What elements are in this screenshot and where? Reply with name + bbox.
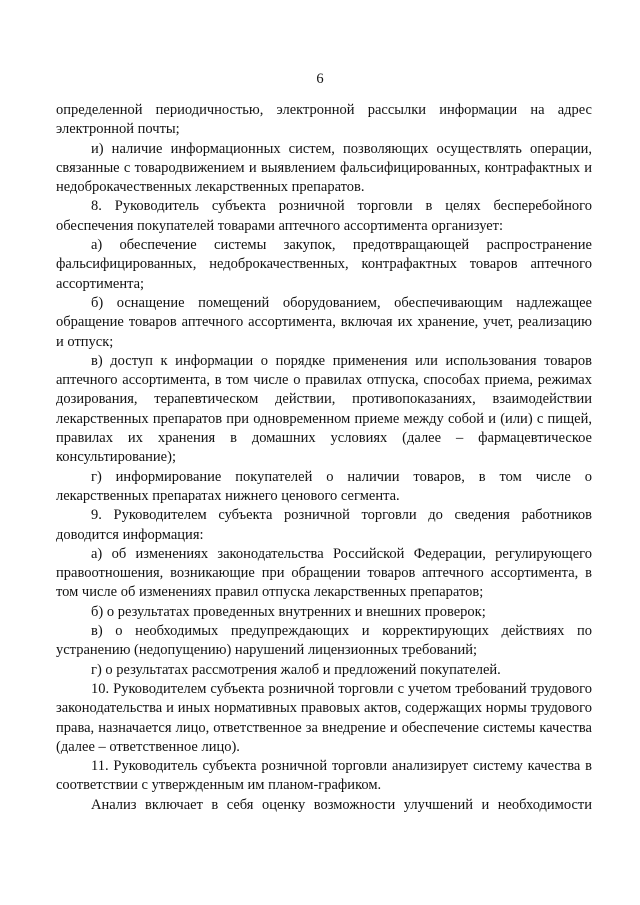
document-body [56, 101, 592, 815]
paragraph-clause-9-item-a: а) об изменениях законодательства Российской Федерации, регулирующего правоотношения, возникающие при обращении товаров аптечного ассортимента, в том числе об изменениях правил отпуска лекарственных препаратов; [56, 545, 592, 601]
paragraph-item-i: и) наличие информационных систем, позволяющих осуществлять операции, связанные с товародвижением и выявлением фальсифицированных, контрафактных и недоброкачественных лекарственных препаратов. [56, 140, 592, 196]
paragraph-clause-9-item-v: в) о необходимых предупреждающих и корректирующих действиях по устранению (недопущению) нарушений лицензионных требований; [56, 623, 592, 659]
paragraph-clause-8-item-g: г) информирование покупателей о наличии товаров, в том числе о лекарственных препаратах нижнего ценового сегмента. [56, 468, 592, 504]
paragraph-clause-9-item-b: б) о результатах проведенных внутренних и внешних проверок; [91, 603, 486, 620]
paragraph-analysis: Анализ включает в себя оценку возможности улучшений и необходимости [91, 796, 592, 813]
paragraph-clause-11: 11. Руководитель субъекта розничной торговли анализирует систему качества в соответствии с утвержденным им планом-графиком. [56, 758, 592, 794]
page-number: 6 [316, 71, 324, 87]
paragraph-clause-8-item-a: а) обеспечение системы закупок, предотвращающей распространение фальсифицированных, недоброкачественных, контрафактных товаров аптечного ассортимента; [56, 237, 592, 292]
paragraph-clause-8: 8. Руководитель субъекта розничной торговли в целях бесперебойного обеспечения покупателей товарами аптечного ассортимента организует: [56, 198, 592, 234]
paragraph-continued: определенной периодичностью, электронной рассылки информации на адрес электронной почты; [56, 102, 592, 138]
paragraph-clause-9: 9. Руководителем субъекта розничной торговли до сведения работников доводится информация: [56, 507, 592, 543]
paragraph-clause-8-item-v: в) доступ к информации о порядке применения или использования товаров аптечного ассортимента, в том числе о правилах отпуска, способах приема, режимах дозирования, терапевтическом действии, противопоказаниях, взаимодействии лекарственных препаратов при одновременном приеме между собой и (или) с пищей, правилах их хранения в домашних условиях (далее – фармацевтическое консультирование); [56, 352, 592, 466]
paragraph-clause-10: 10. Руководителем субъекта розничной торговли с учетом требований трудового законодательства и иных нормативных правовых актов, содержащих нормы трудового права, назначается лицо, ответственное за внедрение и обеспечение системы качества (далее – ответственное лицо). [56, 680, 592, 755]
paragraph-clause-8-item-b: б) оснащение помещений оборудованием, обеспечивающим надлежащее обращение товаров аптечного ассортимента, включая их хранение, учет, реализацию и отпуск; [56, 294, 592, 350]
paragraph-clause-9-item-g: г) о результатах рассмотрения жалоб и предложений покупателей. [91, 661, 501, 678]
